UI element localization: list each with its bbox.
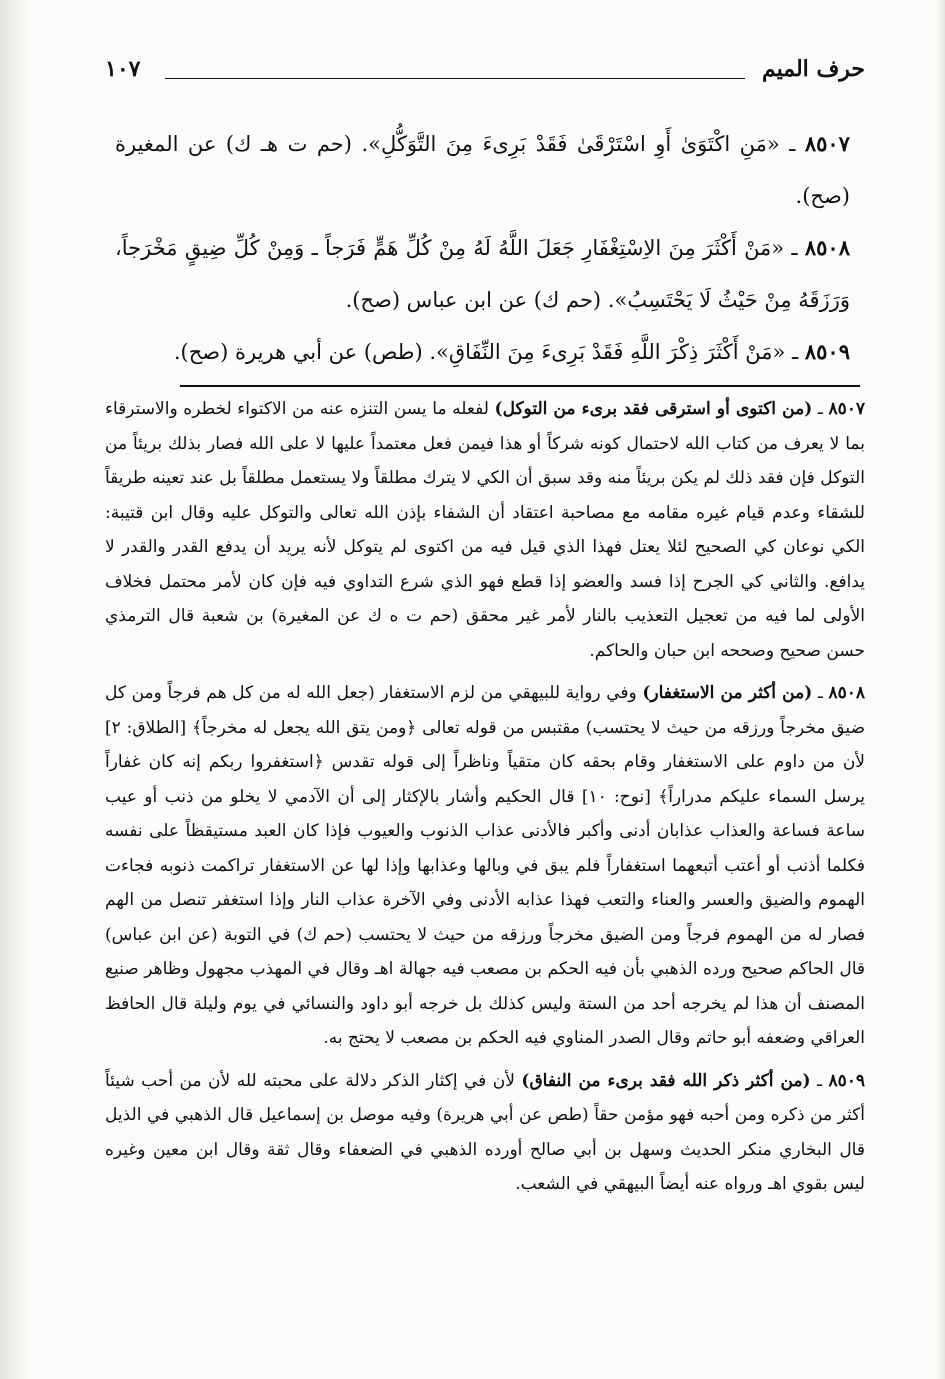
- commentary-text: لفعله ما يسن التنزه عنه من الاكتواء لخطره والاسترقاء بما لا يعرف من كتاب الله لاحتمال كونه شركاً أو هذا فيمن فعل معتمداً عليها لا على الله فصار بذلك بريئاً من التوكل فإن فقد ذلك لم يكن بريئاً منه وقد سبق أن الكي لا يترك مطلقاً ولا يستعمل مطلقاً بل عند تعينه طريقاً للشقاء وعدم قيام غيره مقامه مع مصاحبة اعتقاد أن الشفاء بإذن الله تعالى والتوكل عليه وقال ابن قتيبة: الكي نوعان كي الصحيح لئلا يعتل فهذا الذي قيل فيه من اكتوى لم يتوكل لأنه يريد أن يدفع القدر والقدر لا يدافع. والثاني كي الجرح إذا فسد والعضو إذا قطع فهو الذي شرع التداوي فيه فإن كان لأمر محتمل فخلاف الأولى لما فيه من تعجيل التعذيب بالنار لأمر غير محقق (حم ت ه ك عن المغيرة) بن شعبة قال الترمذي حسن صحيح وصححه ابن حبان والحاكم.: [105, 399, 865, 661]
- hadith-body: «مَنْ أَكْثَرَ مِنَ الاِسْتِغْفَارِ جَعَلَ اللَّهُ لَهُ مِنْ كُلِّ هَمٍّ فَرَجاً ـ وَمِنْ كُلِّ ضِيقٍ مَخْرَجاً، وَرَزَقَهُ مِنْ حَيْثُ لَا يَحْتَسِبُ».: [115, 236, 850, 312]
- hadith-text-block: [115, 118, 850, 378]
- commentary-number: ٨٥٠٧: [828, 399, 866, 419]
- hadith-number: ٨٥٠٩: [804, 339, 850, 364]
- hadith-number: ٨٥٠٧: [804, 131, 850, 156]
- scan-edge-shadow-right: [935, 0, 945, 1379]
- hadith-source: (طص) عن أبي هريرة (صح).: [173, 340, 423, 364]
- page-number: ١٠٧: [105, 56, 141, 82]
- commentary-number: ٨٥٠٩: [828, 1070, 865, 1091]
- commentary-entry: ٨٥٠٧ ـ (من اكتوى أو استرقى فقد برىء من التوكل) لفعله ما يسن التنزه عنه من الاكتواء لخطره والاسترقاء بما لا يعرف من كتاب الله لاحتمال كونه شركاً أو هذا فيمن فعل معتمداً عليها لا على الله فصار بذلك بريئاً من التوكل فإن فقد ذلك لم يكن بريئاً منه وقد سبق أن الكي لا يترك مطلقاً ولا يستعمل مطلقاً بل عند تعينه طريقاً للشقاء وعدم قيام غيره مقامه مع مصاحبة اعتقاد أن الشفاء بإذن الله تعالى والتوكل عليه وقال ابن قتيبة: الكي نوعان كي الصحيح لئلا يعتل فهذا الذي قيل فيه من اكتوى لم يتوكل لأنه يريد أن يدفع القدر والقدر لا يدافع. والثاني كي الجرح إذا فسد والعضو إذا قطع فهو الذي شرع التداوي فيه فإن كان لأمر محتمل فخلاف الأولى لما فيه من تعجيل التعذيب بالنار لأمر غير محقق (حم ت ه ك عن المغيرة) بن شعبة قال الترمذي حسن صحيح وصححه ابن حبان والحاكم.: [105, 399, 866, 661]
- hadith-number: ٨٥٠٨: [804, 235, 850, 260]
- commentary-text: وفي رواية للبيهقي من لزم الاستغفار (جعل الله له من كل هم فرجاً ومن كل ضيق مخرجاً ورزقه من حيث لا يحتسب) مقتبس من قوله تعالى ﴿ومن يتق الله يجعل له مخرجاً﴾ [الطلاق: ٢] لأن من داوم على الاستغفار وقام بحقه كان متقياً وناظراً إلى قوله تقدس ﴿استغفروا ربكم إنه كان غفاراً يرسل السماء عليكم مدراراً﴾ [نوح: ١٠] قال الحكيم وأشار بالإكثار إلى أن الآدمي لا يخلو من ذنب أو عيب ساعة فساعة والعذاب عذابان أدنى وأكبر فالأدنى عذاب الذنوب والعيوب فإذا كان العبد مستيقظاً على نفسه فكلما أذنب أو أعتب أتبعهما استغفاراً فلم يبق في وبالها وعذابها وإذا لها عن الاستغفار تراكمت ذنوبه فجاءت الهموم والضيق والعسر والعناء والتعب فهذا عذابه الأدنى وفي الآخرة عذاب النار وإذا استغفر تنصل من الهم فصار له من الهموم فرجاً ومن الضيق مخرجاً ورزقه من حيث لا يحتسب (حم ك) في التوبة (عن ابن عباس) قال الحاكم صحيح ورده الذهبي بأن فيه الحكم بن مصعب فيه جهالة اهـ وقال في المهذب مجهول وظاهر صنيع المصنف أن هذا لم يخرجه أحد من الستة وليس كذلك بل خرجه أبو داود والنسائي في يوم وليلة قال الحافظ العراقي وضعفه أبو حاتم وقال الصدر المناوي فيه الحكم بن مصعب لا يحتج به.: [105, 683, 866, 1048]
- hadith-entry: ٨٥٠٩ ـ «مَنْ أَكْثَرَ ذِكْرَ اللَّهِ فَقَدْ بَرِىءَ مِنَ النِّفَاقِ». (طص) عن أبي هريرة (صح).: [173, 339, 850, 364]
- hadith-source: (حم ت هـ ك) عن المغيرة (صح).: [115, 132, 850, 208]
- hadith-entry: ٨٥٠٧ ـ «مَنِ اكْتَوَىٰ أَوِ اسْتَرْقَىٰ فَقَدْ بَرِىءَ مِنَ التَّوَكُّلِ». (حم ت هـ ك) عن المغيرة (صح).: [115, 131, 850, 208]
- footnote-divider: [180, 385, 860, 387]
- commentary-entry: ٨٥٠٨ ـ (من أكثر من الاستغفار) وفي رواية للبيهقي من لزم الاستغفار (جعل الله له من كل هم فرجاً ومن كل ضيق مخرجاً ورزقه من حيث لا يحتسب) مقتبس من قوله تعالى ﴿ومن يتق الله يجعل له مخرجاً﴾ [الطلاق: ٢] لأن من داوم على الاستغفار وقام بحقه كان متقياً وناظراً إلى قوله تقدس ﴿استغفروا ربكم إنه كان غفاراً يرسل السماء عليكم مدراراً﴾ [نوح: ١٠] قال الحكيم وأشار بالإكثار إلى أن الآدمي لا يخلو من ذنب أو عيب ساعة فساعة والعذاب عذابان أدنى وأكبر فالأدنى عذاب الذنوب والعيوب فإذا كان العبد مستيقظاً على نفسه فكلما أذنب أو أعتب أتبعهما استغفاراً فلم يبق في وبالها وعذابها وإذا لها عن الاستغفار تراكمت ذنوبه فجاءت الهموم والضيق والعسر والعناء والتعب فهذا عذابه الأدنى وفي الآخرة عذاب النار وإذا استغفر تنصل من الهم فصار له من الهموم فرجاً ومن الضيق مخرجاً ورزقه من حيث لا يحتسب (حم ك) في التوبة (عن ابن عباس) قال الحاكم صحيح ورده الذهبي بأن فيه الحكم بن مصعب فيه جهالة اهـ وقال في المهذب مجهول وظاهر صنيع المصنف أن هذا لم يخرجه أحد من الستة وليس كذلك بل خرجه أبو داود والنسائي في يوم وليلة قال الحافظ العراقي وضعفه أبو حاتم وقال الصدر المناوي فيه الحكم بن مصعب لا يحتج به.: [105, 683, 866, 1048]
- commentary-text: لأن في إكثار الذكر دلالة على محبته لله لأن من أحب شيئاً أكثر من ذكره ومن أحبه فهو مؤمن حقاً (طص عن أبي هريرة) وفيه موصل بن إسماعيل قال الذهبي في الذيل قال البخاري منكر الحديث وسهل بن أبي صالح أورده الذهبي في الضعفاء وقال ثقة وقال ابن معين وغيره ليس بقوي اهـ ورواه عنه أيضاً البيهقي في الشعب.: [105, 1070, 865, 1194]
- hadith-body: «مَنْ أَكْثَرَ ذِكْرَ اللَّهِ فَقَدْ بَرِىءَ مِنَ النِّفَاقِ».: [429, 340, 786, 364]
- running-header: [105, 56, 865, 90]
- hadith-body: «مَنِ اكْتَوَىٰ أَوِ اسْتَرْقَىٰ فَقَدْ بَرِىءَ مِنَ التَّوَكُّلِ».: [361, 132, 780, 156]
- commentary-lead: (من أكثر ذكر الله فقد برىء من النفاق): [521, 1070, 811, 1091]
- hadith-source: (حم ك) عن ابن عباس (صح).: [345, 288, 602, 312]
- hadith-entry: ٨٥٠٨ ـ «مَنْ أَكْثَرَ مِنَ الاِسْتِغْفَارِ جَعَلَ اللَّهُ لَهُ مِنْ كُلِّ هَمٍّ فَرَجاً ـ وَمِنْ كُلِّ ضِيقٍ مَخْرَجاً، وَرَزَقَهُ مِنْ حَيْثُ لَا يَحْتَسِبُ». (حم ك) عن ابن عباس (صح).: [115, 235, 850, 312]
- scan-edge-shadow: [0, 0, 30, 1379]
- commentary-block: [105, 392, 865, 1210]
- commentary-lead: (من أكثر من الاستغفار): [642, 683, 813, 703]
- commentary-number: ٨٥٠٨: [828, 683, 866, 703]
- commentary-entry: ٨٥٠٩ ـ (من أكثر ذكر الله فقد برىء من النفاق) لأن في إكثار الذكر دلالة على محبته لله لأن من أحب شيئاً أكثر من ذكره ومن أحبه فهو مؤمن حقاً (طص عن أبي هريرة) وفيه موصل بن إسماعيل قال الذهبي في الذيل قال البخاري منكر الحديث وسهل بن أبي صالح أورده الذهبي في الضعفاء وقال ثقة وقال ابن معين وغيره ليس بقوي اهـ ورواه عنه أيضاً البيهقي في الشعب.: [105, 1070, 865, 1194]
- commentary-lead: (من اكتوى أو استرقى فقد برىء من التوكل): [494, 399, 813, 419]
- header-rule: [165, 78, 745, 79]
- chapter-title: حرف الميم: [761, 56, 865, 82]
